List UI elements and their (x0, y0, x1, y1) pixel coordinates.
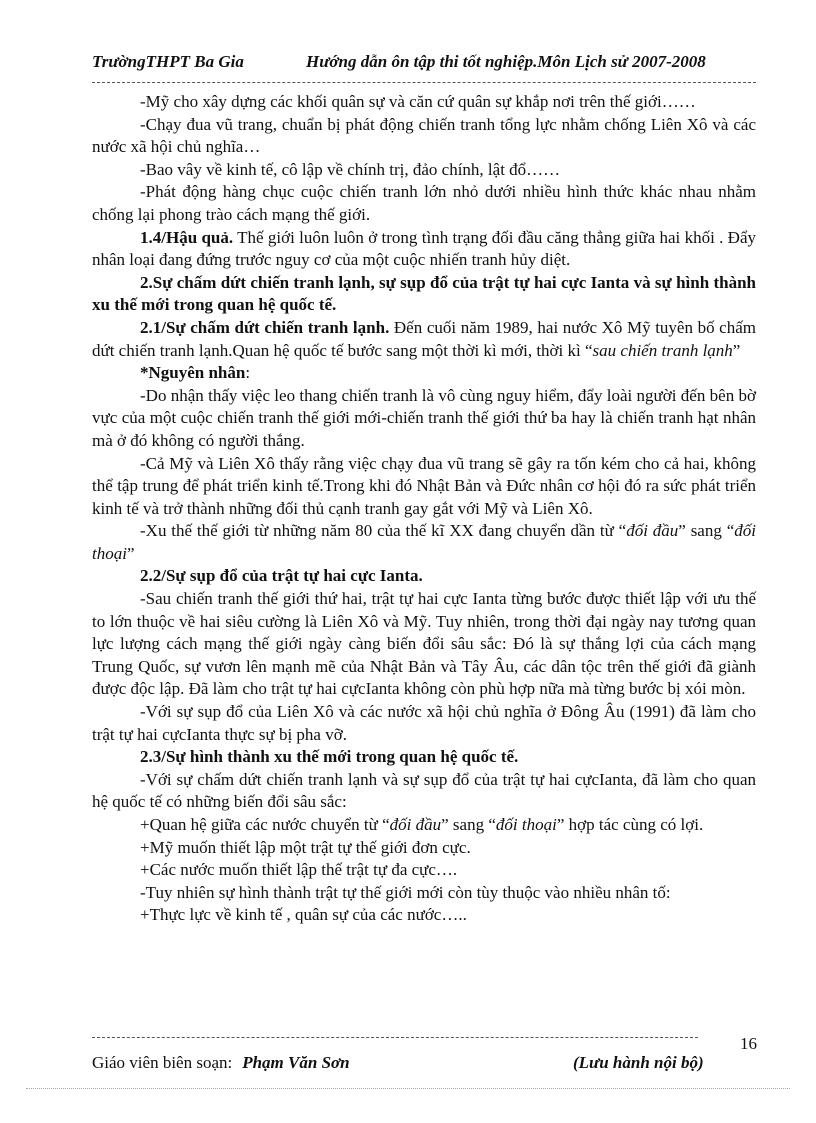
footer-author: Phạm Văn Sơn (242, 1053, 350, 1072)
paragraph: -Với sự chấm dứt chiến tranh lạnh và sự sụp đổ của trật tự hai cựcIanta, đã làm cho quan hệ quốc tế có những biến đổi sâu sắc: (92, 769, 756, 812)
section-1-4 (92, 227, 756, 272)
paragraph: -Mỹ cho xây dựng các khối quân sự và căn cứ quân sự khắp nơi trên thế giới…… (140, 92, 696, 111)
footer-author-line (92, 1053, 350, 1073)
document-body (92, 91, 756, 927)
header-school: TrườngTHPT Ba Gia (92, 52, 244, 71)
header-divider (92, 82, 756, 83)
paragraph: -Với sự sụp đổ của Liên Xô và các nước xã hội chủ nghĩa ở Đông Âu (1991) đã làm cho trật tự hai cựcIanta thực sự bị pha vỡ. (92, 702, 756, 744)
cause-heading: *Nguyên nhân: (140, 363, 251, 383)
footer-circulation: (Lưu hành nội bộ) (573, 1053, 704, 1072)
paragraph: -Sau chiến tranh thế giới thứ hai, trật tự hai cực Ianta từng bước được thiết lập với ưu thế to lớn thuộc về hai siêu cường là Liên Xô và Mỹ. Tuy nhiên, trong thời đại ngày nay tương quan lực lượng cách mạng thế giới ngày càng biến đổi sâu sắc: Đó là sự thắng lợi của cách mạng Trung Quốc, sự vươn lên mạnh mẽ của Nhật Bản và Tây Âu, các dân tộc trên thế giới đã giành được độc lập. Đã làm cho trật tự hai cựcIanta không còn phù hợp nữa mà từng bước bị xói mòn. (92, 589, 756, 699)
section-2-3-heading: 2.3/Sự hình thành xu thế mới trong quan hệ quốc tế. (140, 747, 519, 767)
footer-divider (92, 1037, 698, 1038)
paragraph: +Các nước muốn thiết lập thế trật tự đa cực…. (140, 860, 458, 880)
section-2-1: 2.1/Sự chấm dứt chiến tranh lạnh. Đến cuối năm 1989, hai nước Xô Mỹ tuyên bố chấm dứt chiến tranh lạnh.Quan hệ quốc tế bước sang một thời kì mới, thời kì “sau chiến tranh lạnh” (92, 317, 756, 360)
section-1-4-label: 1.4/Hậu quả. (140, 227, 234, 247)
paragraph: +Thực lực về kinh tế , quân sự của các nước….. (140, 905, 467, 925)
page-number: 16 (740, 1034, 757, 1053)
section-2-heading: 2.Sự chấm dứt chiến tranh lạnh, sự sụp đổ của trật tự hai cực Ianta và sự hình thành xu thế mới trong quan hệ quốc tế. (92, 272, 756, 315)
paragraph: -Tuy nhiên sự hình thành trật tự thế giới mới còn tùy thuộc vào nhiều nhân tố: (140, 882, 671, 902)
section-1-4-text: Thế giới luôn luôn ở trong tình trạng đối đầu căng thẳng giữa hai khối . Đẩy nhân loại đang đứng trước nguy cơ của một cuộc nhiến tranh hủy diệt. (92, 227, 757, 270)
paragraph: -Do nhận thấy việc leo thang chiến tranh là vô cùng nguy hiểm, đẩy loài người đến bên bờ vực của một cuộc chiến tranh thế giới mới-chiến tranh thế giới thứ ba hay là chiến tranh hạt nhân mà ở đó không có người thắng. (92, 385, 756, 450)
paragraph: -Xu thế thế giới từ những năm 80 của thế kĩ XX đang chuyển dần từ “đối đầu” sang “đối thoại” (92, 521, 756, 563)
section-2-1-label: 2.1/Sự chấm dứt chiến tranh lạnh. (140, 317, 390, 337)
paragraph: -Cả Mỹ và Liên Xô thấy rằng việc chạy đua vũ trang sẽ gây ra tốn kém cho cả hai, không thể tập trung để phát triển kinh tế.Trong khi đó Nhật Bản và Đức nhân cơ hội đó ra sức phát triển kinh tế và trở thành những đối thủ cạnh tranh gay gắt với Mỹ và Liên Xô. (92, 453, 756, 518)
paragraph: -Bao vây về kinh tế, cô lập về chính trị, đảo chính, lật đổ…… (140, 159, 561, 179)
paragraph: -Phát động hàng chục cuộc chiến tranh lớn nhỏ dưới nhiều hình thức khác nhau nhằm chống lại phong trào cách mạng thế giới. (92, 182, 756, 224)
paragraph: +Quan hệ giữa các nước chuyển từ “đối đầu” sang “đối thoại” hợp tác cùng có lợi. (140, 815, 704, 834)
paragraph: +Mỹ muốn thiết lập một trật tự thế giới đơn cực. (140, 837, 471, 857)
section-2-2-heading: 2.2/Sự sụp đổ của trật tự hai cực Ianta. (140, 566, 423, 586)
paragraph: -Chạy đua vũ trang, chuẩn bị phát động chiến tranh tổng lực nhằm chống Liên Xô và các nước xã hội chủ nghĩa… (92, 114, 756, 157)
page-edge-divider (26, 1088, 790, 1089)
footer-label: Giáo viên biên soạn: (92, 1053, 233, 1072)
header-title: Hướng dẫn ôn tập thi tốt nghiệp.Môn Lịch sử 2007-2008 (306, 52, 706, 71)
